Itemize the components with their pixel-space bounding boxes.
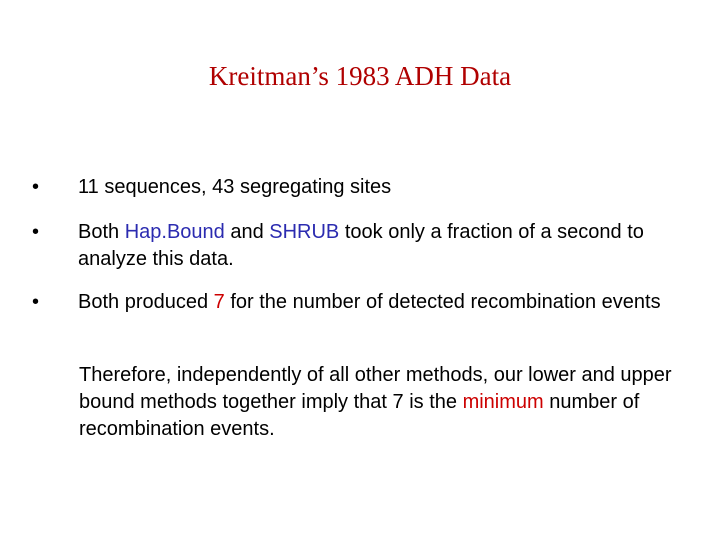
bullet-icon: •	[32, 221, 40, 243]
bullet-text: 11 sequences, 43 segregating sites	[78, 176, 392, 198]
bullet-text	[78, 219, 668, 273]
text-fragment: Both produced	[78, 291, 214, 313]
text-fragment: Therefore, independently of all other methods, our lower and upper bound methods together imply that 7 is the	[79, 364, 672, 413]
text-fragment: took only a fraction of a second to analyze this data.	[78, 221, 644, 270]
bullet-text	[78, 289, 668, 316]
text-fragment: Both	[78, 221, 125, 243]
bullet-icon: •	[32, 176, 40, 198]
text-fragment: number of recombination events.	[79, 391, 640, 440]
number-highlight: 7	[213, 291, 225, 313]
hapbound-term: Hap.Bound	[124, 221, 225, 243]
text-fragment: for the number of detected recombination events	[224, 291, 661, 313]
text-fragment: and	[224, 221, 270, 243]
shrub-term: SHRUB	[269, 221, 340, 243]
minimum-highlight: minimum	[462, 391, 544, 413]
conclusion-paragraph	[79, 362, 689, 443]
slide-title: Kreitman’s 1983 ADH Data	[208, 61, 512, 91]
bullet-icon: •	[32, 291, 40, 313]
